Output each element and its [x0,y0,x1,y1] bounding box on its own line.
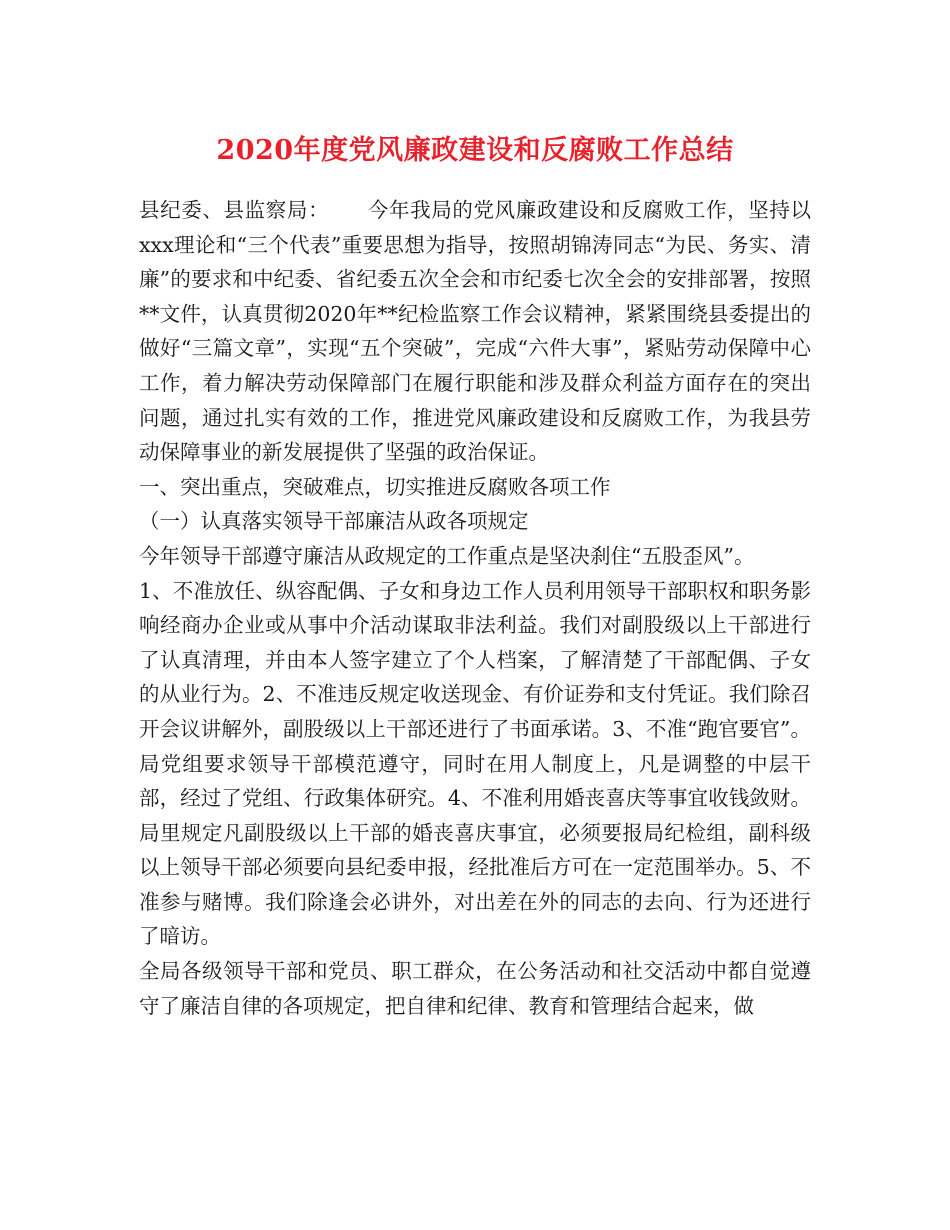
paragraph-focus: 今年领导干部遵守廉洁从政规定的工作重点是坚决刹住“五股歪风”。 [139,543,755,568]
subsection-heading-1: （一）认真落实领导干部廉洁从政各项规定 [139,509,529,534]
section-heading-1: 一、突出重点，突破难点，切实推进反腐败各项工作 [139,474,611,499]
paragraph-compliance: 全局各级领导干部和党员、职工群众，在公务活动和社交活动中都自觉遵守了廉洁自律的各项规定，把自律和纪律、教育和管理结合起来，做 [139,959,811,1018]
salutation: 县纪委、县监察局： [139,198,330,222]
document-title: 2020年度党风廉政建设和反腐败工作总结 [216,135,734,166]
paragraph-rules: 1、不准放任、纵容配偶、子女和身边工作人员利用领导干部职权和职务影响经商办企业或从事中介活动谋取非法利益。我们对副股级以上干部进行了认真清理，并由本人签字建立了个人档案，了解清楚了干部配偶、子女的从业行为。2、不准违反规定收送现金、有价证券和支付凭证。我们除召开会议讲解外，副股级以上干部还进行了书面承诺。3、不准“跑官要官”。局党组要求领导干部模范遵守，同时在用人制度上，凡是调整的中层干部，经过了党组、行政集体研究。4、不准利用婚丧喜庆等事宜收钱敛财。局里规定凡副股级以上干部的婚丧喜庆事宜，必须要报局纪检组，副科级以上领导干部必须要向县纪委申报，经批准后方可在一定范围举办。5、不准参与赌博。我们除逢会必讲外，对出差在外的同志的去向、行为还进行了暗访。 [139,578,811,949]
document-body [139,193,811,1023]
intro-paragraph [139,193,811,470]
paragraph-1: 今年我局的党风廉政建设和反腐败工作，坚持以xxx理论和“三个代表”重要思想为指导，按照胡锦涛同志“为民、务实、清廉”的要求和中纪委、省纪委五次全会和市纪委七次全会的安排部署，按照**文件，认真贯彻2020年**纪检监察工作会议精神，紧紧围绕县委提出的做好“三篇文章”，实现“五个突破”，完成“六件大事”，紧贴劳动保障中心工作，着力解决劳动保障部门在履行职能和涉及群众利益方面存在的突出问题，通过扎实有效的工作，推进党风廉政建设和反腐败工作，为我县劳动保障事业的新发展提供了坚强的政治保证。 [139,198,812,465]
